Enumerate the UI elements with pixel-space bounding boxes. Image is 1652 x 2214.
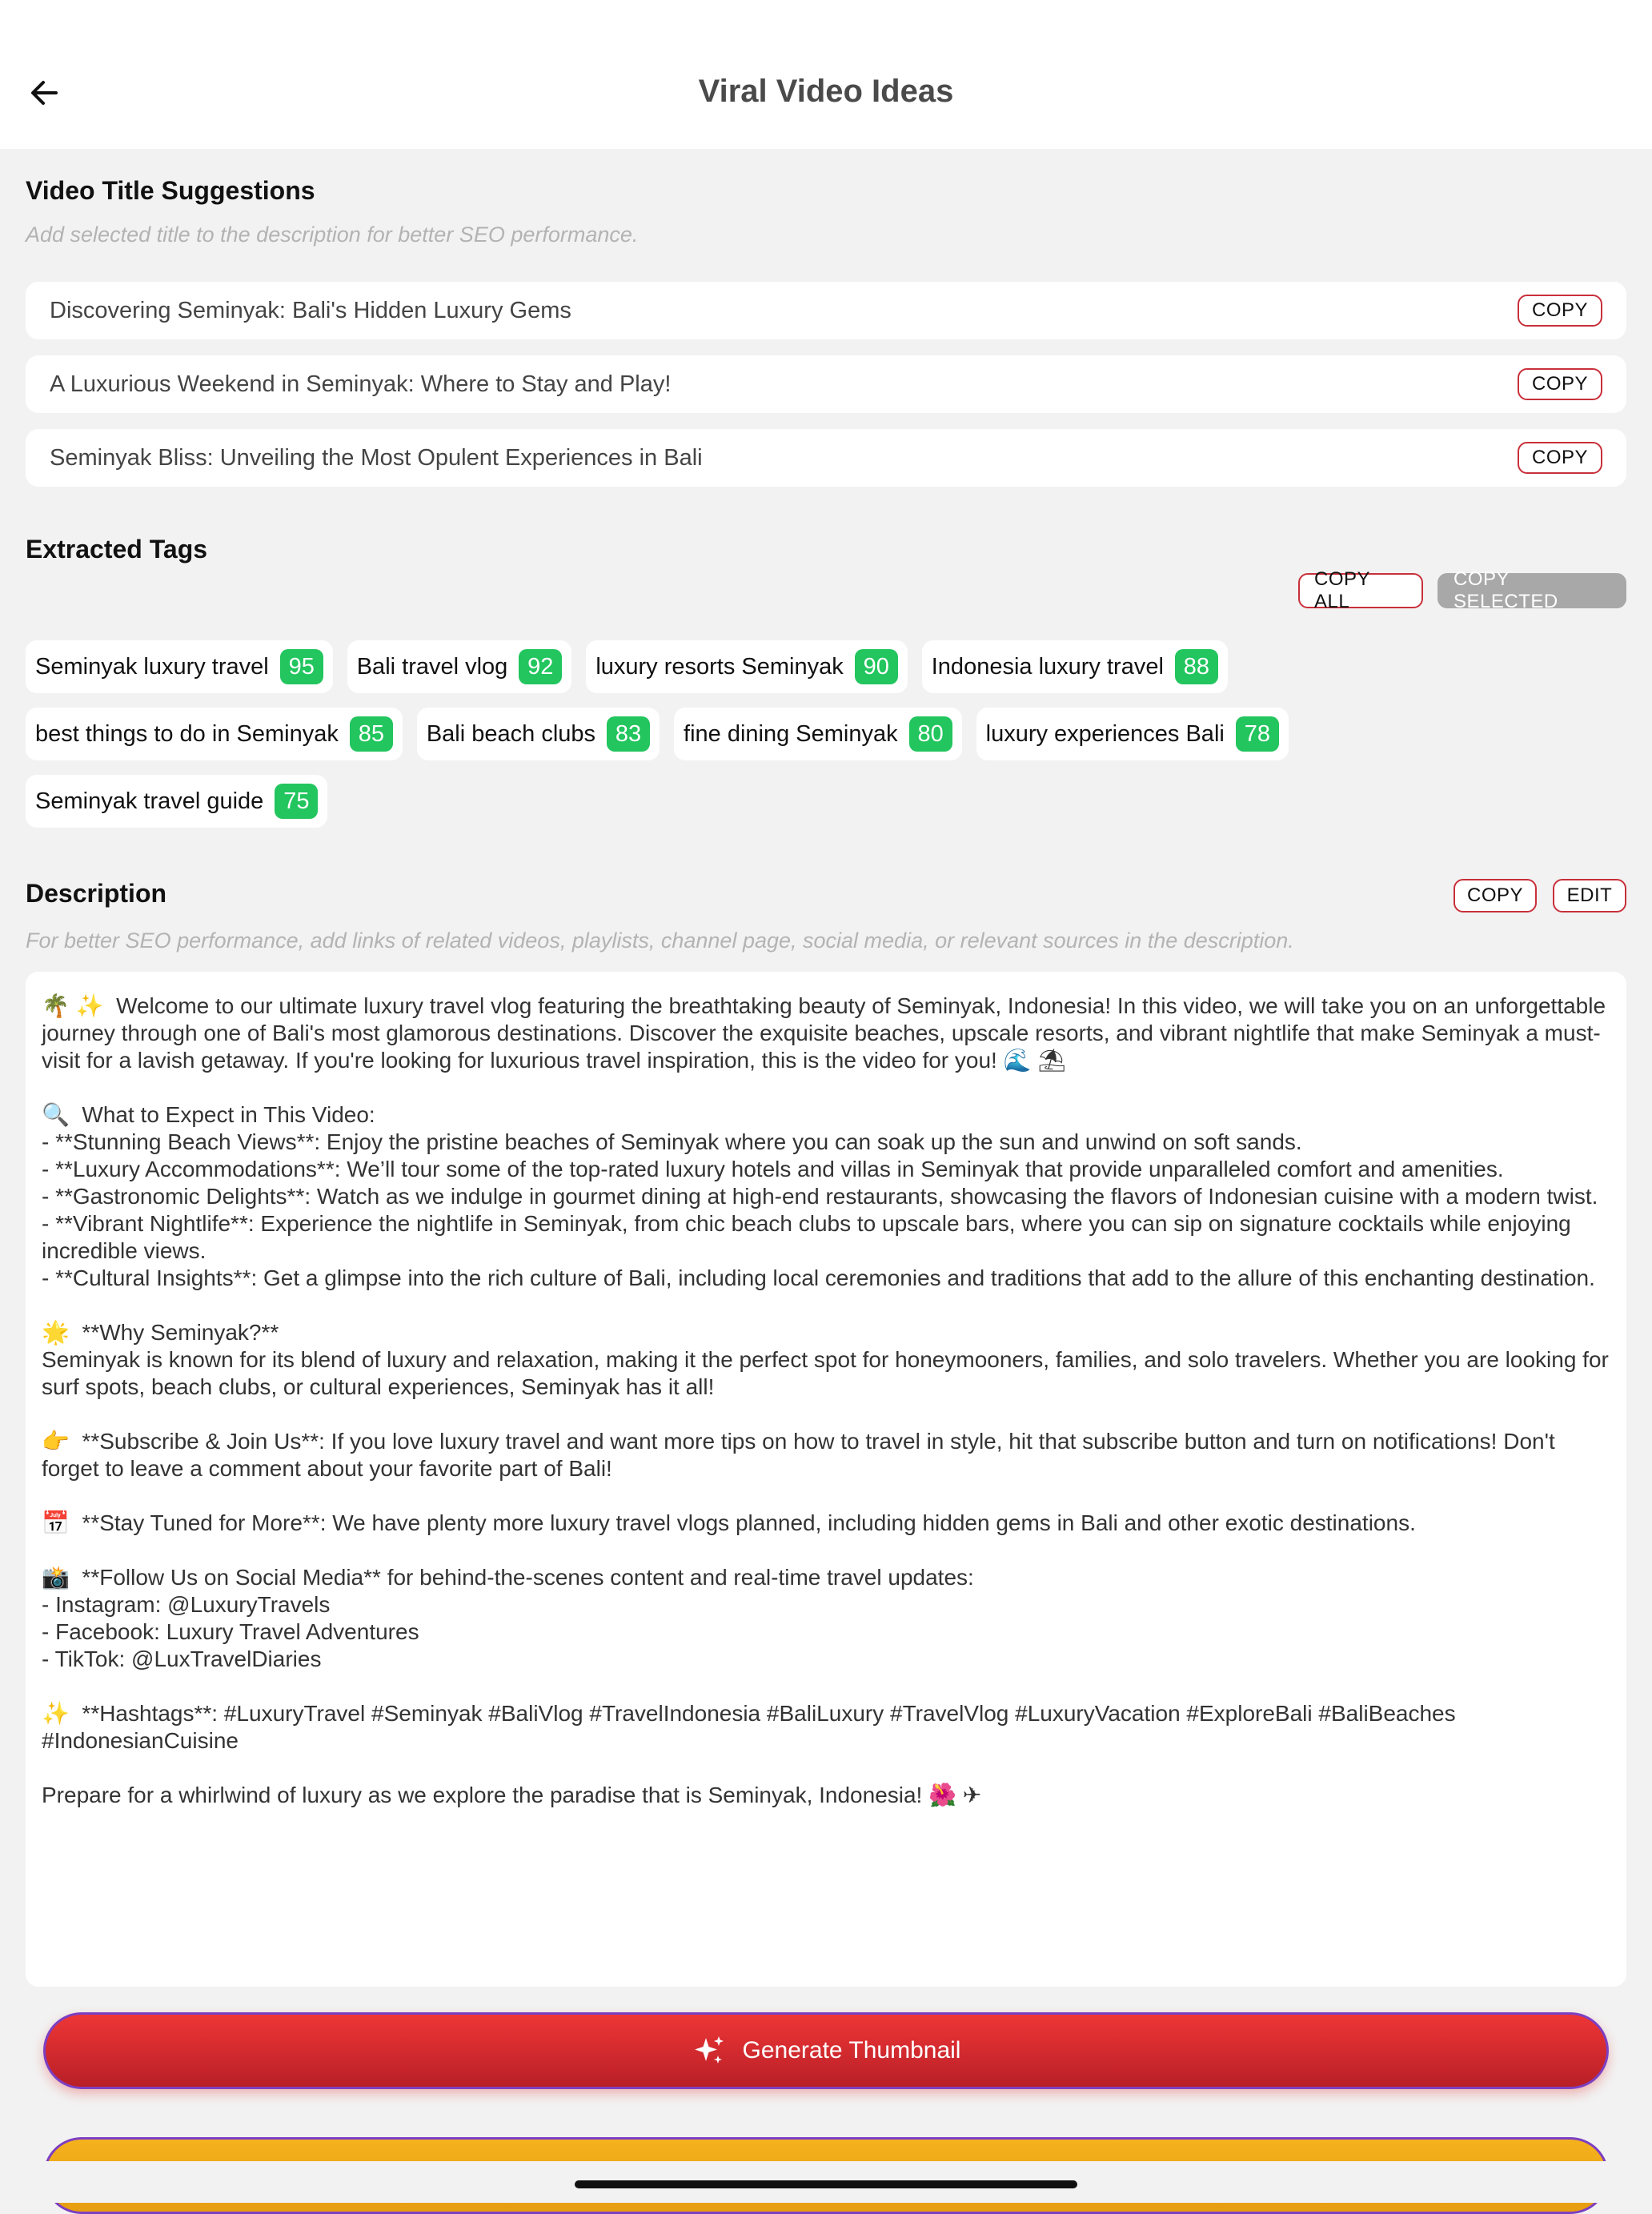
- tag-chip[interactable]: [26, 640, 333, 693]
- tag-chip[interactable]: [976, 708, 1289, 760]
- description-heading: Description: [26, 879, 167, 908]
- tag-score-badge: 88: [1175, 649, 1218, 684]
- top-bar: [0, 0, 1652, 149]
- tag-chip[interactable]: [26, 708, 403, 760]
- title-suggestion-card: [26, 429, 1626, 487]
- tag-label: luxury resorts Seminyak: [595, 653, 844, 680]
- title-suggestion-card: [26, 282, 1626, 339]
- generate-thumbnail-button[interactable]: [43, 2012, 1609, 2089]
- title-suggestion-card: [26, 355, 1626, 413]
- page-title: Viral Video Ideas: [698, 74, 954, 109]
- tag-chip[interactable]: [674, 708, 962, 760]
- tag-chip[interactable]: [922, 640, 1228, 693]
- generate-thumbnail-label: Generate Thumbnail: [742, 2037, 961, 2064]
- copy-title-button[interactable]: COPY: [1518, 295, 1602, 327]
- tag-chip[interactable]: [347, 640, 572, 693]
- tag-label: Bali travel vlog: [356, 653, 508, 680]
- tag-chip[interactable]: [26, 775, 327, 828]
- tag-chip[interactable]: [417, 708, 660, 760]
- tag-label: luxury experiences Bali: [985, 720, 1225, 747]
- tag-chip[interactable]: [586, 640, 907, 693]
- tag-label: best things to do in Seminyak: [35, 720, 339, 747]
- tag-label: Bali beach clubs: [426, 720, 596, 747]
- title-suggestions-heading: Video Title Suggestions: [26, 176, 315, 205]
- copy-title-button[interactable]: COPY: [1518, 442, 1602, 474]
- copy-title-button[interactable]: COPY: [1518, 368, 1602, 400]
- extracted-tags-heading: Extracted Tags: [26, 535, 208, 564]
- title-suggestion-text: Seminyak Bliss: Unveiling the Most Opulent Experiences in Bali: [50, 444, 703, 471]
- description-text: 🌴 ✨ Welcome to our ultimate luxury travel vlog featuring the breathtaking beauty of Seminyak, Indonesia! In this video, we will take you on an unforgettable journey through one of Bali's most glamorous destinations. Discover the exquisite beaches, upscale resorts, and vibrant nightlife that make Seminyak a must-visit for a lavish getaway. If you're looking for luxurious travel inspiration, this is the video for you! 🌊 ⛱ 🔍 What to Expect in This Video: - **Stunning Beach Views**: Enjoy the pristine beaches of Seminyak where you can soak up the sun and unwind on soft sands. - **Luxury Accommodations**: We’ll tour some of the top-rated luxury hotels and villas in Seminyak that provide unparalleled comfort and amenities. - **Gastronomic Delights**: Watch as we indulge in gourmet dining at high-end restaurants, showcasing the flavors of Indonesian cuisine with a modern twist. - **Vibrant Nightlife**: Experience the nightlife in Seminyak, from chic beach clubs to upscale bars, where you can sip on signature cocktails while enjoying incredible views. - **Cultural Insights**: Get a glimpse into the rich culture of Bali, including local ceremonies and traditions that add to the allure of this enchanting destination. 🌟 **Why Seminyak?** Seminyak is known for its blend of luxury and relaxation, making it the perfect spot for honeymooners, families, and solo travelers. Whether you are looking for surf spots, beach clubs, or cultural experiences, Seminyak has it all! 👉 **Subscribe & Join Us**: If you love luxury travel and want more tips on how to travel in style, hit that subscribe button and turn on notifications! Don't forget to leave a comment about your favorite part of Bali! 📅 **Stay Tuned for More**: We have plenty more luxury travel vlogs planned, including hidden gems in Bali and other exotic destinations. 📸 **Follow Us on Social Media** for behind-the-scenes content and real-time travel updates: - Instagram: @LuxuryTravels - Facebook: Luxury Travel Adventures - TikTok: @LuxTravelDiaries ✨ **Hashtags**: #LuxuryTravel #Seminyak #BaliVlog #TravelIndonesia #BaliLuxury #TravelVlog #LuxuryVacation #ExploreBali #BaliBeaches #IndonesianCuisine Prepare for a whirlwind of luxury as we explore the paradise that is Seminyak, Indonesia! 🌺 ✈: [26, 972, 1626, 1987]
- tag-score-badge: 92: [519, 649, 562, 684]
- tag-label: Seminyak luxury travel: [35, 653, 269, 680]
- home-indicator: [575, 2180, 1077, 2188]
- tag-score-badge: 75: [275, 784, 318, 819]
- tag-score-badge: 80: [909, 716, 952, 752]
- tag-score-badge: 95: [280, 649, 323, 684]
- copy-selected-tags-button[interactable]: COPY SELECTED: [1437, 573, 1626, 608]
- tag-score-badge: 85: [350, 716, 393, 752]
- sparkles-icon: [692, 2033, 727, 2068]
- tag-label: Seminyak travel guide: [35, 788, 264, 814]
- tag-score-badge: 90: [855, 649, 898, 684]
- title-suggestions-hint: Add selected title to the description for better SEO performance.: [26, 223, 639, 247]
- description-hint: For better SEO performance, add links of related videos, playlists, channel page, social media, or relevant sources in the description.: [26, 929, 1294, 953]
- tag-label: Indonesia luxury travel: [931, 653, 1164, 680]
- tag-score-badge: 83: [607, 716, 650, 752]
- title-suggestion-text: A Luxurious Weekend in Seminyak: Where to Stay and Play!: [50, 371, 672, 397]
- title-suggestion-text: Discovering Seminyak: Bali's Hidden Luxury Gems: [50, 297, 571, 323]
- tag-label: fine dining Seminyak: [684, 720, 898, 747]
- edit-description-button[interactable]: EDIT: [1553, 879, 1626, 912]
- tag-score-badge: 78: [1236, 716, 1279, 752]
- copy-all-tags-button[interactable]: COPY ALL: [1298, 573, 1423, 608]
- tag-list: [26, 640, 1626, 842]
- copy-description-button[interactable]: COPY: [1454, 879, 1537, 912]
